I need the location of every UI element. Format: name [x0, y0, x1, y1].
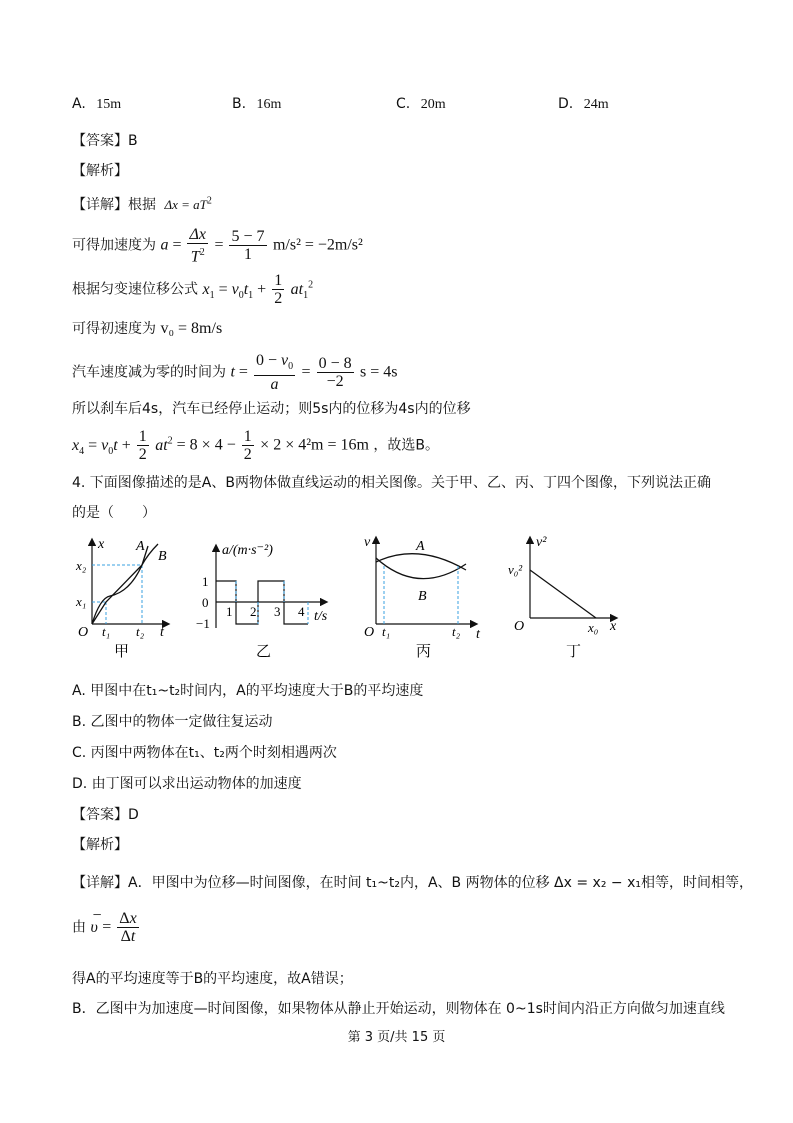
tick-one: 1	[202, 574, 209, 589]
option-value: 15m	[96, 97, 122, 112]
q4-option-a: A. 甲图中在t₁~t₂时间内，A的平均速度大于B的平均速度	[72, 683, 424, 699]
x4-eq2: × 2 × 4²m = 16m	[260, 436, 369, 454]
v0-eq: v₀ = 8m/s	[160, 320, 223, 337]
q4-stem-line1: 4. 下面图像描述的是A、B两物体做直线运动的相关图像。关于甲、乙、丙、丁四个图像，下列说法正确	[72, 475, 711, 491]
axis-y-label: x	[98, 537, 105, 552]
tick-1: 1	[226, 604, 233, 619]
x4-suffix: ，故选B。	[373, 437, 439, 454]
accel-prefix: 可得加速度为	[72, 237, 156, 254]
graph-caption: 甲	[114, 644, 130, 660]
origin-label: O	[514, 619, 525, 634]
curve-a-label: A	[136, 539, 145, 554]
option-value: 20m	[420, 97, 446, 112]
graph-bing	[360, 532, 490, 662]
origin-label: O	[78, 625, 89, 640]
detail-prefix: 由	[72, 919, 86, 936]
graph-caption: 丁	[566, 644, 582, 660]
q3-time-line: 汽车速度减为零的时间为 t = $\frac{0 - v_0}{a}$ = $\frac{0 - 8}{-2}$ s = 4s	[72, 352, 398, 394]
detail-prefix: 【详解】根据	[72, 197, 156, 213]
x1-label: x₁	[76, 594, 87, 609]
q3-stop-line: 所以刹车后4s，汽车已经停止运动；则5s内的位移为4s内的位移	[72, 401, 471, 417]
time-prefix: 汽车速度减为零的时间为	[72, 364, 226, 381]
tick-zero: 0	[202, 595, 209, 610]
graph-yi	[196, 532, 336, 662]
q4-answer: 【答案】D	[72, 807, 139, 823]
q3-detail-line: 【详解】根据 $\Delta x = aT^2$	[72, 195, 212, 213]
option-c	[396, 96, 446, 113]
q3-x4-line: $x_4 = v_0t$ + $\frac{1}{2}$ $at^2 = 8 \times 4$ − $\frac{1}{2}$ × 2 × 4²m = 16m ，故选B。	[72, 428, 439, 463]
axis-x-label: t	[476, 627, 480, 642]
axis-y-label: a/(m·s⁻²)	[222, 543, 273, 558]
tick-4: 4	[298, 604, 305, 619]
option-letter: C.	[396, 96, 411, 112]
graph-jia	[70, 532, 200, 662]
q3-formula-line: 根据匀变速位移公式 $x_1 = v_0t_1$ + $\frac{1}{2}$ $at_1^2$	[72, 272, 314, 307]
q3-analysis-label: 【解析】	[72, 163, 128, 179]
option-value: 24m	[583, 97, 609, 112]
x4-eq: = 8 × 4 −	[176, 436, 240, 454]
axis-x-label: t/s	[314, 609, 328, 624]
option-a	[72, 96, 121, 113]
tick-neg-one: −1	[196, 616, 210, 631]
origin-label: O	[364, 625, 375, 640]
curve-b-label: B	[418, 589, 427, 604]
option-letter: A.	[72, 96, 86, 112]
curve-a-label: A	[416, 539, 425, 554]
axis-x-label: x	[610, 619, 617, 634]
q3-v0-line	[72, 318, 222, 338]
t1-label: t₁	[382, 624, 391, 639]
q4-option-d: D. 由丁图可以求出运动物体的加速度	[72, 776, 302, 792]
option-letter: B.	[232, 96, 247, 112]
accel-eq: m/s² = −2m/s²	[272, 236, 363, 254]
curve-b-label: B	[158, 549, 167, 564]
axis-y-label: v	[364, 535, 371, 550]
q3-accel-line: 可得加速度为 a = $\frac{\Delta x}{T^2}$ = $\frac{5 - 7}{1}$ m/s² = −2m/s²	[72, 226, 363, 266]
tick-3: 3	[274, 604, 281, 619]
q4-detail-line3: 得A的平均速度等于B的平均速度，故A错误；	[72, 971, 353, 987]
t2-label: t₂	[452, 624, 461, 639]
axis-y-label: v²	[536, 535, 547, 550]
page-footer: 第 3 页/共 15 页	[347, 1030, 446, 1045]
q4-detail-line4: B．乙图中为加速度—时间图像，如果物体从静止开始运动，则物体在 0~1s时间内沿正方向做匀加速直线	[72, 1001, 725, 1017]
option-d	[558, 96, 609, 113]
graph-caption: 乙	[256, 644, 272, 660]
t2-label: t₂	[136, 624, 145, 639]
q3-answer: 【答案】B	[72, 133, 138, 149]
t1-label: t₁	[102, 624, 111, 639]
option-value: 16m	[256, 97, 282, 112]
v0sq-label: v₀²	[508, 562, 523, 577]
formula-prefix: 根据匀变速位移公式	[72, 281, 198, 298]
tick-2: 2	[250, 604, 257, 619]
option-b	[232, 96, 281, 113]
q4-stem-line2: 的是（ ）	[72, 505, 156, 521]
q4-analysis-label: 【解析】	[72, 837, 128, 853]
axis-x-label: t	[160, 625, 164, 640]
q4-option-b: B. 乙图中的物体一定做往复运动	[72, 714, 273, 730]
detail-formula: Δx = aT	[164, 197, 207, 212]
option-letter: D.	[558, 96, 574, 112]
v0-prefix: 可得初速度为	[72, 321, 156, 337]
x0-label: x₀	[588, 620, 599, 635]
graph-caption: 丙	[416, 644, 432, 660]
q4-option-c: C. 丙图中两物体在t₁、t₂两个时刻相遇两次	[72, 745, 337, 761]
q4-detail-line2: 由 − υ = $\frac{\Delta x}{\Delta t}$	[72, 906, 137, 945]
q4-detail-line1: 【详解】A．甲图中为位移—时间图像，在时间 t₁~t₂内，A、B 两物体的位移 Δx = x₂ − x₁相等，时间相等，	[72, 875, 753, 891]
time-eq: s = 4s	[360, 363, 398, 381]
graph-ding	[508, 532, 628, 662]
x2-label: x₂	[76, 558, 87, 573]
